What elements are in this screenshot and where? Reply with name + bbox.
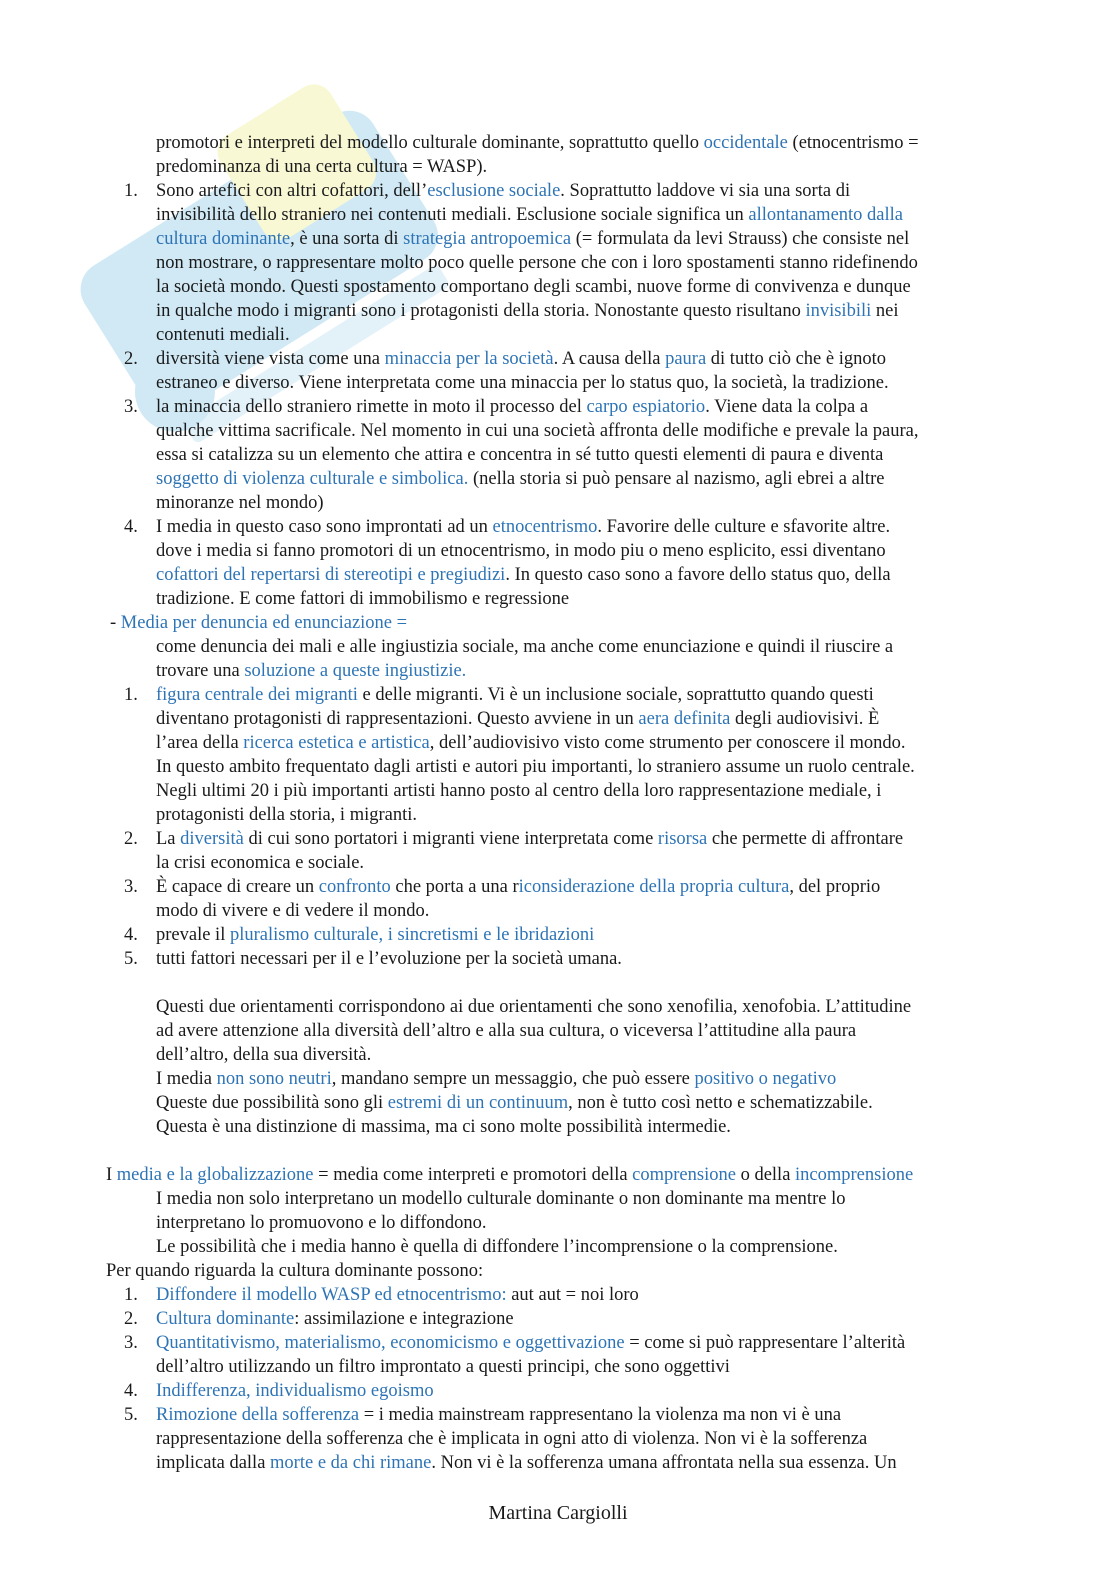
text-line xyxy=(156,1091,873,1115)
text-line xyxy=(156,635,893,659)
text-line xyxy=(156,1283,639,1307)
text-run: aut aut = noi loro xyxy=(506,1285,639,1305)
text-run: Questi due orientamenti corrispondono ai due orientamenti che sono xenofilia, xenofobia. L’attitudine xyxy=(156,997,912,1017)
list-number: 5. xyxy=(124,1405,138,1425)
highlighted-term: ricerca estetica e artistica xyxy=(243,733,430,753)
text-run: (etnocentrismo = xyxy=(787,133,919,153)
text-run: dell’altro utilizzando un filtro improntato a questi principi, che sono oggettivi xyxy=(156,1357,730,1377)
highlighted-term: soluzione a queste ingiustizie. xyxy=(244,661,467,681)
text-line xyxy=(156,755,915,779)
text-run: = media come interpreti e promotori della xyxy=(313,1165,633,1185)
highlighted-term: aera definita xyxy=(638,709,731,729)
text-line xyxy=(156,1043,371,1067)
text-run: I xyxy=(106,1165,117,1185)
text-line xyxy=(156,275,911,299)
list-number: 1. xyxy=(124,1285,138,1305)
highlighted-term: invisibili xyxy=(805,301,872,321)
highlighted-term: comprensione xyxy=(632,1165,736,1185)
text-run: Questa è una distinzione di massima, ma ci sono molte possibilità intermedie. xyxy=(156,1117,731,1137)
highlighted-term: figura centrale dei migranti xyxy=(156,685,358,705)
text-line xyxy=(156,1235,838,1259)
text-line xyxy=(156,1379,434,1403)
highlighted-term: Cultura dominante xyxy=(156,1309,295,1329)
text-run: e delle migranti. Vi è un inclusione sociale, soprattutto quando questi xyxy=(357,685,874,705)
text-run: invisibilità dello straniero nei contenuti mediali. Esclusione sociale significa un xyxy=(156,205,749,225)
text-run: protagonisti della storia, i migranti. xyxy=(156,805,418,825)
text-run: contenuti mediali. xyxy=(156,325,290,345)
text-run: dove i media si fanno promotori di un etnocentrismo, in modo piu o meno esplicito, essi diventano xyxy=(156,541,886,561)
text-line xyxy=(106,1163,913,1187)
text-run: . Favorire delle culture e sfavorite altre. xyxy=(597,517,891,537)
text-line xyxy=(156,947,622,971)
text-run: (nella storia si può pensare al nazismo, agli ebrei a altre xyxy=(468,469,885,489)
text-line xyxy=(156,1115,731,1139)
text-line xyxy=(156,995,911,1019)
list-number: 3. xyxy=(124,877,138,897)
list-number: 2. xyxy=(124,349,138,369)
highlighted-term: morte e da chi rimane xyxy=(270,1453,432,1473)
highlighted-term: cultura dominante xyxy=(156,229,291,249)
highlighted-term: Indifferenza, individualismo egoismo xyxy=(156,1381,434,1401)
text-run: , mandano sempre un messaggio, che può essere xyxy=(331,1069,695,1089)
highlighted-term: positivo o negativo xyxy=(694,1069,837,1089)
text-run: È capace di creare un xyxy=(156,877,319,897)
text-line xyxy=(156,491,323,515)
text-run: . A causa della xyxy=(553,349,666,369)
highlighted-term: minaccia per la società xyxy=(384,349,554,369)
list-number: 5. xyxy=(124,949,138,969)
text-run: , dell’audiovisivo visto come strumento per conoscere il mondo. xyxy=(429,733,906,753)
text-run: modo di vivere e di vedere il mondo. xyxy=(156,901,430,921)
text-run: degli audiovisivi. È xyxy=(730,709,880,729)
text-run: (= formulata da levi Strauss) che consiste nel xyxy=(571,229,910,249)
text-run: implicata dalla xyxy=(156,1453,271,1473)
text-run: , non è tutto così netto e schematizzabile. xyxy=(568,1093,873,1113)
text-run: di tutto ciò che è ignoto xyxy=(706,349,886,369)
text-run: . In questo caso sono a favore dello status quo, della xyxy=(505,565,891,585)
text-run: estraneo e diverso. Viene interpretata come una minaccia per lo status quo, la società, la tradizione. xyxy=(156,373,889,393)
text-run: di cui sono portatori i migranti viene interpretata come xyxy=(243,829,658,849)
text-line xyxy=(156,251,918,275)
text-line xyxy=(156,395,868,419)
text-run: I media in questo caso sono improntati ad un xyxy=(156,517,493,537)
highlighted-term: diversità xyxy=(180,829,244,849)
highlighted-term: cofattori del repertarsi di stereotipi e pregiudizi xyxy=(156,565,506,585)
text-line xyxy=(156,347,886,371)
text-run: I media non solo interpretano un modello culturale dominante o non dominante ma mentre lo xyxy=(156,1189,846,1209)
highlighted-term: confronto xyxy=(318,877,391,897)
text-line xyxy=(156,131,919,155)
text-run: - xyxy=(110,613,121,633)
text-run: che porta a una r xyxy=(390,877,519,897)
text-line xyxy=(156,1427,867,1451)
text-line xyxy=(156,803,417,827)
list-number: 4. xyxy=(124,517,138,537)
text-run: come denuncia dei mali e alle ingiustizia sociale, ma anche come enunciazione e quindi il riuscire a xyxy=(156,637,894,657)
text-run: che permette di affrontare xyxy=(707,829,904,849)
text-line xyxy=(156,1019,856,1043)
text-line xyxy=(156,515,890,539)
list-number: 1. xyxy=(124,181,138,201)
text-run: = come si può rappresentare l’alterità xyxy=(624,1333,906,1353)
text-line xyxy=(156,1187,845,1211)
text-line xyxy=(156,1451,897,1475)
text-run: Negli ultimi 20 i più importanti artisti hanno posto al centro della loro rappresentazione mediale, i xyxy=(156,781,882,801)
text-line xyxy=(156,1067,836,1091)
text-run: la minaccia dello straniero rimette in moto il processo del xyxy=(156,397,587,417)
text-run: Per quando riguarda la cultura dominante possono: xyxy=(106,1261,484,1281)
list-number: 2. xyxy=(124,1309,138,1329)
text-line xyxy=(156,827,903,851)
highlighted-term: carpo espiatorio xyxy=(586,397,706,417)
text-line xyxy=(156,323,290,347)
highlighted-term: allontanamento dalla xyxy=(748,205,903,225)
text-run: . Soprattutto laddove vi sia una sorta di xyxy=(560,181,851,201)
list-number: 4. xyxy=(124,1381,138,1401)
text-run: diventano protagonisti di rappresentazioni. Questo avviene in un xyxy=(156,709,639,729)
text-run: = i media mainstream rappresentano la violenza ma non vi è una xyxy=(359,1405,842,1425)
text-line xyxy=(156,299,898,323)
text-line xyxy=(156,371,889,395)
text-run: la crisi economica e sociale. xyxy=(156,853,365,873)
text-line xyxy=(156,155,487,179)
text-line xyxy=(156,1211,487,1235)
text-run: Sono artefici con altri cofattori, dell’ xyxy=(156,181,428,201)
highlighted-term: media e la globalizzazione xyxy=(116,1165,314,1185)
text-run: promotori e interpreti del modello culturale dominante, soprattutto quello xyxy=(156,133,704,153)
list-number: 2. xyxy=(124,829,138,849)
text-line xyxy=(156,539,886,563)
text-run: l’area della xyxy=(156,733,244,753)
text-run: trovare una xyxy=(156,661,245,681)
text-line xyxy=(156,587,569,611)
text-run: Queste due possibilità sono gli xyxy=(156,1093,388,1113)
text-run: qualche vittima sacrificale. Nel momento in cui una società affronta delle modifiche e prevale la paura, xyxy=(156,421,919,441)
text-run: ad avere attenzione alla diversità dell’altro e alla sua cultura, o viceversa l’attitudine alla paura xyxy=(156,1021,857,1041)
text-run: diversità viene vista come una xyxy=(156,349,385,369)
list-number: 3. xyxy=(124,1333,138,1353)
highlighted-term: incomprensione xyxy=(795,1165,914,1185)
text-run: in qualche modo i migranti sono i protagonisti della storia. Nonostante questo risultano xyxy=(156,301,806,321)
text-line xyxy=(156,707,879,731)
text-run: la società mondo. Questi spostamento comportano degli scambi, nuove forme di convivenza e dunque xyxy=(156,277,911,297)
text-run: non mostrare, o rappresentare molto poco quelle persone che con i loro spostamenti stanno ridefinendo xyxy=(156,253,918,273)
text-line xyxy=(156,1307,514,1331)
text-line xyxy=(156,899,429,923)
highlighted-term: non sono neutri xyxy=(216,1069,332,1089)
text-line xyxy=(156,875,880,899)
highlighted-term: strategia antropoemica xyxy=(403,229,572,249)
text-run: : assimilazione e integrazione xyxy=(294,1309,514,1329)
text-run: , è una sorta di xyxy=(290,229,404,249)
highlighted-term: pluralismo culturale, i sincretismi e le ibridazioni xyxy=(229,925,595,945)
text-run: interpretano lo promuovono e lo diffondono. xyxy=(156,1213,487,1233)
text-run: tradizione. E come fattori di immobilismo e regressione xyxy=(156,589,570,609)
highlighted-term: Media per denuncia ed enunciazione = xyxy=(120,613,408,633)
highlighted-term: Quantitativismo, materialismo, economicismo e oggettivazione xyxy=(156,1333,625,1353)
text-run: predominanza di una certa cultura = WASP). xyxy=(156,157,488,177)
text-run: minoranze nel mondo) xyxy=(156,493,324,513)
text-run: nei xyxy=(871,301,899,321)
highlighted-term: soggetto di violenza culturale e simbolica. xyxy=(156,469,469,489)
text-run: Le possibilità che i media hanno è quella di diffondere l’incomprensione o la comprensione. xyxy=(156,1237,838,1257)
text-line xyxy=(156,779,881,803)
highlighted-term: occidentale xyxy=(703,133,788,153)
text-line xyxy=(156,683,874,707)
list-number: 1. xyxy=(124,685,138,705)
text-run: La xyxy=(156,829,181,849)
text-line xyxy=(156,467,884,491)
text-run: I media xyxy=(156,1069,217,1089)
text-line xyxy=(156,563,891,587)
text-line xyxy=(156,443,883,467)
text-run: o della xyxy=(735,1165,796,1185)
text-line xyxy=(156,731,905,755)
highlighted-term: esclusione sociale xyxy=(427,181,561,201)
text-line xyxy=(156,659,466,683)
list-number: 4. xyxy=(124,925,138,945)
text-run: tutti fattori necessari per il e l’evoluzione per la società umana. xyxy=(156,949,622,969)
text-line xyxy=(156,1331,905,1355)
text-line xyxy=(156,923,594,947)
text-run: . Non vi è la sofferenza umana affrontata nella sua essenza. Un xyxy=(431,1453,897,1473)
text-line xyxy=(156,419,918,443)
list-number: 3. xyxy=(124,397,138,417)
text-line xyxy=(156,227,909,251)
text-run: In questo ambito frequentato dagli artisti e autori piu importanti, lo straniero assume un ruolo centrale. xyxy=(156,757,915,777)
highlighted-term: estremi di un continuum xyxy=(387,1093,569,1113)
page-footer-author: Martina Cargiolli xyxy=(488,1502,628,1524)
highlighted-term: iconsiderazione della propria cultura xyxy=(518,877,790,897)
text-line xyxy=(156,179,850,203)
text-line xyxy=(156,203,903,227)
text-run: dell’altro, della sua diversità. xyxy=(156,1045,372,1065)
text-line xyxy=(156,851,364,875)
text-run: rappresentazione della sofferenza che è implicata in ogni atto di violenza. Non vi è la sofferenza xyxy=(156,1429,868,1449)
text-run: , del proprio xyxy=(789,877,881,897)
highlighted-term: Rimozione della sofferenza xyxy=(156,1405,360,1425)
text-line xyxy=(110,611,407,635)
highlighted-term: Diffondere il modello WASP ed etnocentrismo: xyxy=(156,1285,507,1305)
text-line xyxy=(156,1403,841,1427)
highlighted-term: paura xyxy=(665,349,707,369)
text-run: prevale il xyxy=(156,925,230,945)
text-run: essa si catalizza su un elemento che attira e concentra in sé tutto questi elementi di paura e diventa xyxy=(156,445,884,465)
highlighted-term: etnocentrismo xyxy=(492,517,598,537)
text-line xyxy=(156,1355,730,1379)
text-run: . Viene data la colpa a xyxy=(705,397,869,417)
highlighted-term: risorsa xyxy=(657,829,708,849)
text-line xyxy=(106,1259,483,1283)
